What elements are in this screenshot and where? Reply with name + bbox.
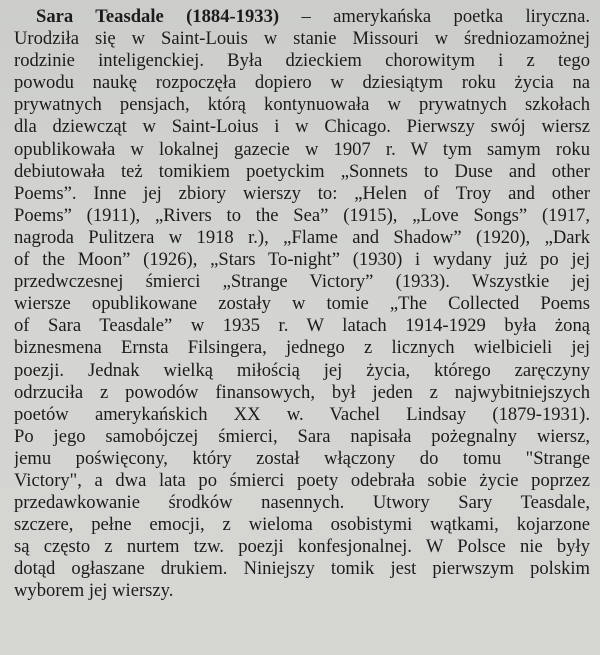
text-line: Urodziła się w Saint-Louis w stanie Missouri w średniozamożnej xyxy=(14,28,590,50)
text-line xyxy=(14,6,590,28)
text-line: of Sara Teasdale” w 1935 r. W latach 1914-1929 była żoną xyxy=(14,315,590,337)
text-line: przedwczesnej śmierci „Strange Victory” (1933). Wszystkie jej xyxy=(14,271,590,293)
text-line: of the Moon” (1926), „Stars To-night” (1930) i wydany już po jej xyxy=(14,249,590,271)
text-line: biznesmena Ernsta Filsingera, jednego z licznych wielbicieli jej xyxy=(14,337,590,359)
text-line: wiersze opublikowane zostały w tomie „The Collected Poems xyxy=(14,293,590,315)
text-line: poezji. Jednak wielką miłością jej życia, którego zaręczyny xyxy=(14,359,590,381)
text-line: szczere, pełne emocji, z wieloma osobistymi wątkami, kojarzone xyxy=(14,514,590,536)
text-line: Poems” (1911), „Rivers to the Sea” (1915), „Love Songs” (1917, xyxy=(14,204,590,226)
text-line: są często z nurtem tzw. poezji konfesjonalnej. W Polsce nie były xyxy=(14,536,590,558)
text-line: odrzuciła z powodów finansowych, był jeden z najwybitniejszych xyxy=(14,381,590,403)
text-line: prywatnych pensjach, którą kontynuowała w prywatnych szkołach xyxy=(14,94,590,116)
text-line: Poems”. Inne jej zbiory wierszy to: „Helen of Troy and other xyxy=(14,182,590,204)
text-line: nagroda Pulitzera w 1918 r.), „Flame and Shadow” (1920), „Dark xyxy=(14,226,590,248)
text-line: Po jego samobójczej śmierci, Sara napisała pożegnalny wiersz, xyxy=(14,425,590,447)
biography-paragraph xyxy=(14,6,590,603)
text-line: rodzinie inteligenckiej. Była dzieckiem chorowitym i z tego xyxy=(14,50,590,72)
author-name: Sara Teasdale (1884-1933) xyxy=(36,6,280,27)
text-line: powodu naukę rozpoczęła dopiero w dziesiątym roku życia na xyxy=(14,72,590,94)
text-line: dla dziewcząt w Saint-Loius i w Chicago. Pierwszy swój wiersz xyxy=(14,116,590,138)
text-line: jemu poświęcony, który został włączony do tomu "Strange xyxy=(14,447,590,469)
text-line: debiutowała też tomikiem poetyckim „Sonnets to Duse and other xyxy=(14,160,590,182)
text-line-rest: – amerykańska poetka liryczna. xyxy=(279,6,590,27)
text-line: opublikowała w lokalnej gazecie w 1907 r. W tym samym roku xyxy=(14,138,590,160)
text-line: wyborem jej wierszy. xyxy=(14,580,174,602)
text-line: poetów amerykańskich XX w. Vachel Lindsay (1879-1931). xyxy=(14,403,590,425)
text-line: Victory", a dwa lata po śmierci poety odebrała sobie życie poprzez xyxy=(14,469,590,491)
text-line: dotąd ogłaszane drukiem. Niniejszy tomik jest pierwszym polskim xyxy=(14,558,590,580)
text-line: przedawkowanie środków nasennych. Utwory Sary Teasdale, xyxy=(14,492,590,514)
